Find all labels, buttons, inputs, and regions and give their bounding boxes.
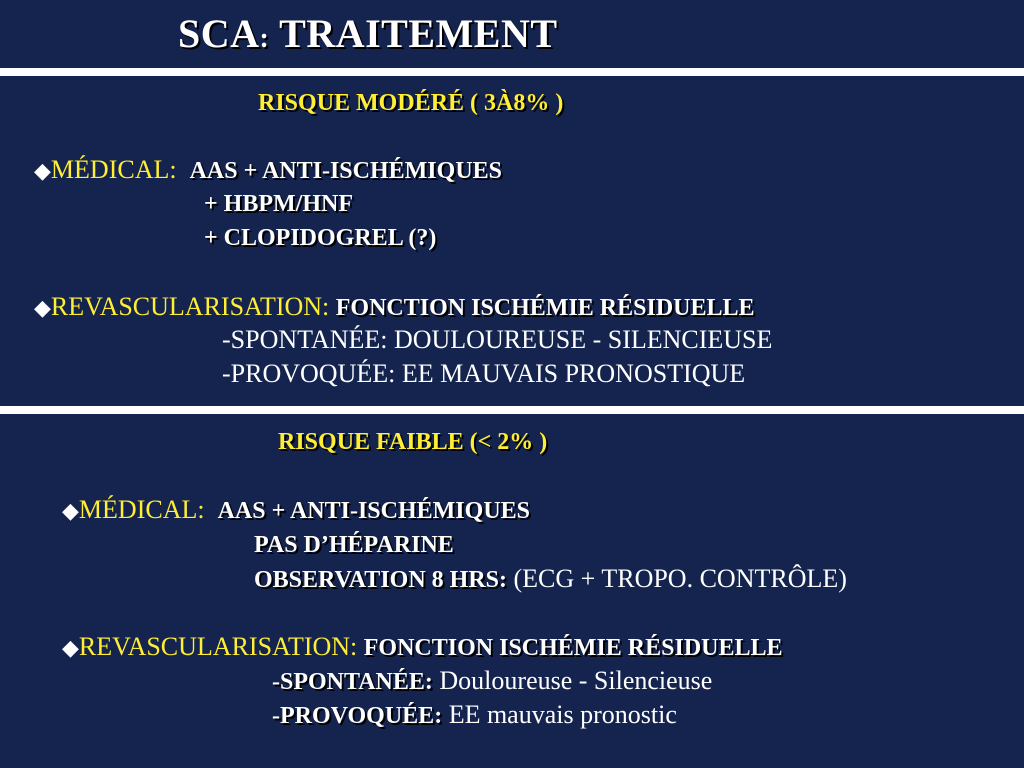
moderate-medical-value: AAS + ANTI-ISCHÉMIQUES (189, 158, 503, 184)
low-revasc-line3 (272, 698, 677, 733)
low-spontaneous-label: -SPONTANÉE: (272, 669, 433, 695)
top-divider (0, 68, 1024, 76)
moderate-revasc-line (34, 290, 755, 326)
low-observation-label: OBSERVATION 8 HRS: (254, 567, 507, 593)
low-medical-line (62, 493, 530, 529)
low-revasc-line2 (272, 664, 712, 699)
low-medical-value: AAS + ANTI-ISCHÉMIQUES (217, 498, 531, 524)
low-provoked-label: -PROVOQUÉE: (272, 703, 443, 729)
title-colon: : (259, 23, 270, 54)
title-main: SCA (178, 11, 260, 56)
low-medical-line2: PAS D’HÉPARINE (254, 532, 454, 558)
low-revasc-label: REVASCULARISATION: (78, 632, 358, 661)
moderate-revasc-line2: -SPONTANÉE: DOULOUREUSE - SILENCIEUSE (222, 325, 773, 354)
moderate-revasc-label: REVASCULARISATION: (50, 292, 330, 321)
moderate-heading: RISQUE MODÉRÉ ( 3À8% ) (258, 90, 564, 116)
low-medical-line3 (254, 562, 847, 597)
moderate-medical-line3: + CLOPIDOGREL (?) (204, 225, 437, 251)
moderate-medical-line (34, 153, 502, 189)
low-medical-label: MÉDICAL: (78, 495, 205, 524)
low-revasc-line (62, 630, 783, 666)
diamond-bullet-icon: ◆ (34, 296, 51, 321)
title-rest: TRAITEMENT (269, 11, 558, 56)
low-provoked-detail: EE mauvais pronostic (442, 700, 677, 729)
moderate-medical-label: MÉDICAL: (50, 155, 177, 184)
slide-title (178, 10, 558, 57)
low-spontaneous-detail: Douloureuse - Silencieuse (432, 666, 713, 695)
diamond-bullet-icon: ◆ (62, 499, 79, 524)
low-revasc-value: FONCTION ISCHÉMIE RÉSIDUELLE (363, 635, 783, 661)
low-heading: RISQUE FAIBLE (< 2% ) (278, 429, 548, 455)
diamond-bullet-icon: ◆ (34, 159, 51, 184)
middle-divider (0, 406, 1024, 414)
low-observation-detail: (ECG + TROPO. CONTRÔLE) (507, 564, 847, 593)
diamond-bullet-icon: ◆ (62, 636, 79, 661)
moderate-revasc-value: FONCTION ISCHÉMIE RÉSIDUELLE (335, 295, 755, 321)
moderate-medical-line2: + HBPM/HNF (204, 191, 353, 217)
moderate-revasc-line3: -PROVOQUÉE: EE MAUVAIS PRONOSTIQUE (222, 359, 746, 388)
